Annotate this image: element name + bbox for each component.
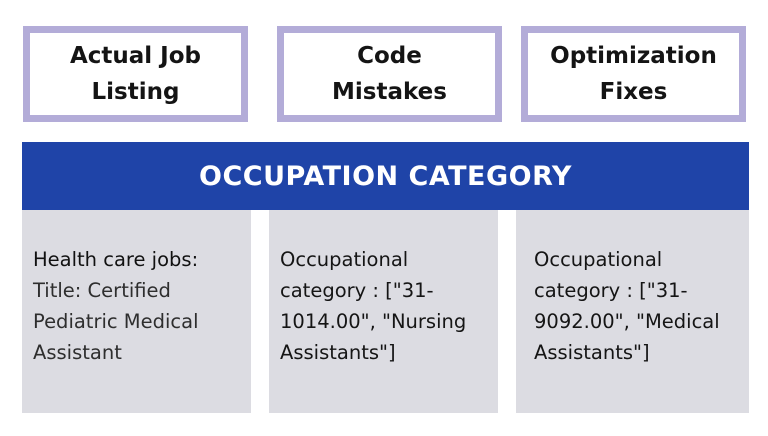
header-actual-job-listing: Actual Job Listing: [23, 26, 248, 122]
job-listing-title: Title: Certified Pediatric Medical Assistant: [33, 279, 199, 364]
job-listing-lead: Health care jobs:: [33, 248, 199, 271]
optimization-fix-value: Occupational category : ["31-9092.00", "Medical Assistants"]: [534, 248, 720, 364]
header-code-mistakes: Code Mistakes: [277, 26, 502, 122]
occupation-category-banner: OCCUPATION CATEGORY: [22, 142, 749, 210]
code-mistake-value: Occupational category : ["31-1014.00", "Nursing Assistants"]: [280, 248, 467, 364]
code-mistakes-cell: [269, 210, 498, 413]
optimization-fixes-cell: [516, 210, 749, 413]
actual-job-listing-cell: [22, 210, 251, 413]
header-optimization-fixes: Optimization Fixes: [521, 26, 746, 122]
